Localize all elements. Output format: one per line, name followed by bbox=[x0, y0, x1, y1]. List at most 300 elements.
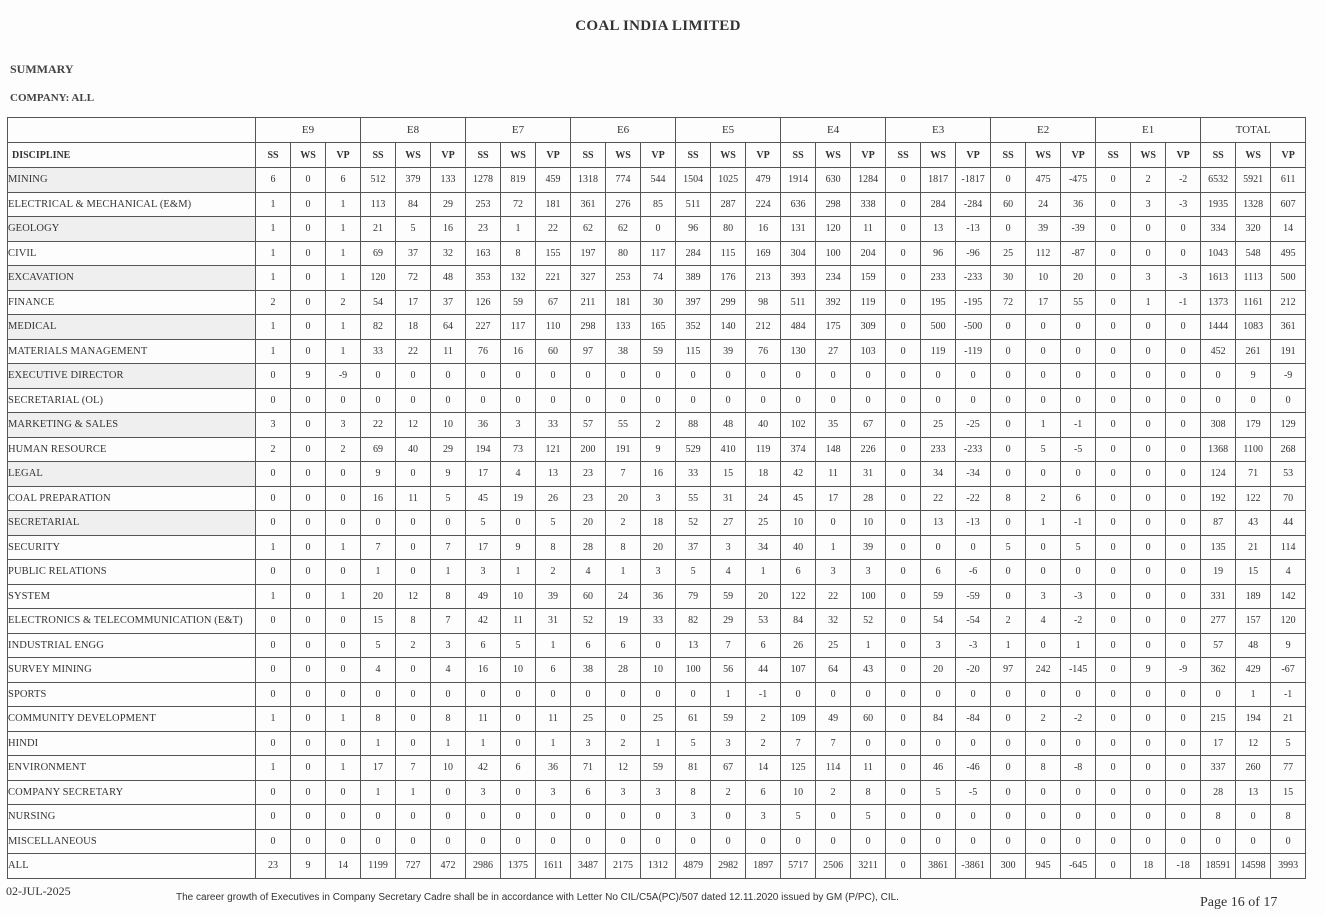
value-cell: 85 bbox=[641, 192, 676, 217]
value-cell: 14 bbox=[1271, 217, 1306, 242]
value-cell: 0 bbox=[991, 682, 1026, 707]
value-cell: 55 bbox=[606, 413, 641, 438]
value-cell: -1 bbox=[1271, 682, 1306, 707]
value-cell: 261 bbox=[1236, 339, 1271, 364]
value-cell: 3 bbox=[326, 413, 361, 438]
value-cell: 0 bbox=[501, 805, 536, 830]
discipline-cell: MATERIALS MANAGEMENT bbox=[8, 339, 256, 364]
value-cell: 10 bbox=[431, 413, 466, 438]
value-cell: 0 bbox=[956, 364, 991, 389]
grade-header: E8 bbox=[361, 118, 466, 143]
value-cell: 17 bbox=[361, 756, 396, 781]
table-row bbox=[8, 854, 1306, 879]
value-cell: 0 bbox=[1201, 388, 1236, 413]
value-cell: 64 bbox=[431, 315, 466, 340]
value-cell: 6 bbox=[571, 780, 606, 805]
value-cell: 1817 bbox=[921, 168, 956, 193]
value-cell: 3 bbox=[641, 780, 676, 805]
value-cell: 2 bbox=[606, 511, 641, 536]
value-cell: 4879 bbox=[676, 854, 711, 879]
value-cell: 0 bbox=[326, 388, 361, 413]
value-cell: 2 bbox=[711, 780, 746, 805]
value-cell: 10 bbox=[781, 511, 816, 536]
value-cell: 379 bbox=[396, 168, 431, 193]
value-cell: 0 bbox=[1271, 388, 1306, 413]
value-cell: 389 bbox=[676, 266, 711, 291]
value-cell: 61 bbox=[676, 707, 711, 732]
value-cell: 17 bbox=[466, 462, 501, 487]
value-cell: 0 bbox=[501, 511, 536, 536]
subcolumn-header: WS bbox=[816, 143, 851, 168]
value-cell: 195 bbox=[921, 290, 956, 315]
value-cell: 0 bbox=[1166, 217, 1201, 242]
value-cell: 120 bbox=[361, 266, 396, 291]
value-cell: 22 bbox=[816, 584, 851, 609]
value-cell: 0 bbox=[746, 829, 781, 854]
value-cell: 23 bbox=[571, 486, 606, 511]
value-cell: 0 bbox=[1026, 462, 1061, 487]
subcolumn-header-row bbox=[8, 143, 1306, 168]
value-cell: 0 bbox=[326, 805, 361, 830]
value-cell: 40 bbox=[746, 413, 781, 438]
value-cell: 131 bbox=[781, 217, 816, 242]
value-cell: 0 bbox=[991, 584, 1026, 609]
value-cell: 0 bbox=[1166, 486, 1201, 511]
value-cell: 0 bbox=[991, 829, 1026, 854]
value-cell: 20 bbox=[571, 511, 606, 536]
value-cell: 8 bbox=[431, 707, 466, 732]
grade-header: E4 bbox=[781, 118, 886, 143]
value-cell: 234 bbox=[816, 266, 851, 291]
value-cell: -233 bbox=[956, 266, 991, 291]
value-cell: 5 bbox=[1271, 731, 1306, 756]
value-cell: 0 bbox=[1166, 609, 1201, 634]
value-cell: 0 bbox=[1131, 584, 1166, 609]
subcolumn-header: SS bbox=[571, 143, 606, 168]
value-cell: 0 bbox=[886, 192, 921, 217]
value-cell: -3 bbox=[1166, 266, 1201, 291]
subcolumn-header: SS bbox=[1096, 143, 1131, 168]
value-cell: 59 bbox=[711, 584, 746, 609]
table-row bbox=[8, 486, 1306, 511]
value-cell: 0 bbox=[1096, 682, 1131, 707]
table-row bbox=[8, 266, 1306, 291]
value-cell: 0 bbox=[1131, 437, 1166, 462]
value-cell: 0 bbox=[256, 780, 291, 805]
value-cell: 0 bbox=[851, 364, 886, 389]
value-cell: 8 bbox=[991, 486, 1026, 511]
value-cell: 27 bbox=[711, 511, 746, 536]
value-cell: -67 bbox=[1271, 658, 1306, 683]
value-cell: 511 bbox=[781, 290, 816, 315]
value-cell: 19 bbox=[501, 486, 536, 511]
discipline-header-spacer bbox=[8, 118, 256, 143]
value-cell: 0 bbox=[886, 829, 921, 854]
value-cell: 1 bbox=[256, 339, 291, 364]
value-cell: 69 bbox=[361, 437, 396, 462]
value-cell: 0 bbox=[886, 315, 921, 340]
value-cell: 2 bbox=[816, 780, 851, 805]
value-cell: 204 bbox=[851, 241, 886, 266]
value-cell: 212 bbox=[746, 315, 781, 340]
value-cell: 42 bbox=[466, 756, 501, 781]
value-cell: 0 bbox=[886, 168, 921, 193]
value-cell: 22 bbox=[361, 413, 396, 438]
value-cell: 1043 bbox=[1201, 241, 1236, 266]
value-cell: 224 bbox=[746, 192, 781, 217]
value-cell: -54 bbox=[956, 609, 991, 634]
discipline-cell: ELECTRICAL & MECHANICAL (E&M) bbox=[8, 192, 256, 217]
discipline-cell: COMPANY SECRETARY bbox=[8, 780, 256, 805]
value-cell: 5 bbox=[676, 560, 711, 585]
value-cell: 2175 bbox=[606, 854, 641, 879]
value-cell: 0 bbox=[256, 560, 291, 585]
value-cell: 11 bbox=[536, 707, 571, 732]
value-cell: 0 bbox=[1061, 388, 1096, 413]
value-cell: 0 bbox=[606, 707, 641, 732]
value-cell: 10 bbox=[501, 658, 536, 683]
table-row bbox=[8, 584, 1306, 609]
value-cell: 29 bbox=[431, 437, 466, 462]
value-cell: 48 bbox=[711, 413, 746, 438]
value-cell: 24 bbox=[746, 486, 781, 511]
value-cell: 2 bbox=[746, 707, 781, 732]
value-cell: 5 bbox=[851, 805, 886, 830]
value-cell: 8 bbox=[361, 707, 396, 732]
value-cell: 27 bbox=[816, 339, 851, 364]
value-cell: 1 bbox=[326, 241, 361, 266]
discipline-cell: INDUSTRIAL ENGG bbox=[8, 633, 256, 658]
value-cell: 33 bbox=[361, 339, 396, 364]
value-cell: 0 bbox=[921, 535, 956, 560]
value-cell: 57 bbox=[571, 413, 606, 438]
table-row bbox=[8, 682, 1306, 707]
value-cell: 35 bbox=[816, 413, 851, 438]
value-cell: 87 bbox=[1201, 511, 1236, 536]
value-cell: 10 bbox=[1026, 266, 1061, 291]
value-cell: 0 bbox=[886, 413, 921, 438]
value-cell: 0 bbox=[1131, 535, 1166, 560]
value-cell: 0 bbox=[396, 707, 431, 732]
value-cell: 5 bbox=[1026, 437, 1061, 462]
value-cell: 9 bbox=[291, 854, 326, 879]
value-cell: 0 bbox=[396, 364, 431, 389]
value-cell: 0 bbox=[501, 364, 536, 389]
value-cell: 34 bbox=[746, 535, 781, 560]
table-row bbox=[8, 241, 1306, 266]
value-cell: 20 bbox=[746, 584, 781, 609]
value-cell: 33 bbox=[536, 413, 571, 438]
value-cell: 29 bbox=[711, 609, 746, 634]
value-cell: -39 bbox=[1061, 217, 1096, 242]
value-cell: 70 bbox=[1271, 486, 1306, 511]
value-cell: 49 bbox=[816, 707, 851, 732]
value-cell: 0 bbox=[1166, 339, 1201, 364]
value-cell: 0 bbox=[466, 388, 501, 413]
value-cell: 0 bbox=[991, 364, 1026, 389]
value-cell: 5 bbox=[1061, 535, 1096, 560]
value-cell: 0 bbox=[1166, 780, 1201, 805]
value-cell: -145 bbox=[1061, 658, 1096, 683]
table-body bbox=[8, 168, 1306, 879]
table-row bbox=[8, 364, 1306, 389]
value-cell: 0 bbox=[886, 805, 921, 830]
value-cell: 0 bbox=[676, 388, 711, 413]
value-cell: 0 bbox=[291, 462, 326, 487]
subcolumn-header: WS bbox=[606, 143, 641, 168]
value-cell: 117 bbox=[501, 315, 536, 340]
value-cell: 52 bbox=[571, 609, 606, 634]
value-cell: 0 bbox=[256, 805, 291, 830]
value-cell: 0 bbox=[291, 388, 326, 413]
value-cell: 25 bbox=[571, 707, 606, 732]
value-cell: 221 bbox=[536, 266, 571, 291]
value-cell: 6 bbox=[256, 168, 291, 193]
value-cell: 9 bbox=[1271, 633, 1306, 658]
value-cell: 72 bbox=[501, 192, 536, 217]
subcolumn-header: WS bbox=[396, 143, 431, 168]
value-cell: 0 bbox=[291, 241, 326, 266]
value-cell: 0 bbox=[1096, 388, 1131, 413]
value-cell: 82 bbox=[676, 609, 711, 634]
value-cell: 361 bbox=[571, 192, 606, 217]
value-cell: 18 bbox=[1131, 854, 1166, 879]
value-cell: 52 bbox=[851, 609, 886, 634]
value-cell: 0 bbox=[1131, 413, 1166, 438]
value-cell: 1 bbox=[466, 731, 501, 756]
value-cell: 0 bbox=[816, 805, 851, 830]
value-cell: 16 bbox=[746, 217, 781, 242]
value-cell: 276 bbox=[606, 192, 641, 217]
value-cell: 0 bbox=[1271, 829, 1306, 854]
value-cell: 0 bbox=[571, 364, 606, 389]
value-cell: 0 bbox=[1166, 756, 1201, 781]
value-cell: 82 bbox=[361, 315, 396, 340]
value-cell: 84 bbox=[781, 609, 816, 634]
discipline-cell: HINDI bbox=[8, 731, 256, 756]
value-cell: 0 bbox=[1131, 805, 1166, 830]
table-row bbox=[8, 633, 1306, 658]
value-cell: 142 bbox=[1271, 584, 1306, 609]
value-cell: 0 bbox=[256, 462, 291, 487]
discipline-cell: COAL PREPARATION bbox=[8, 486, 256, 511]
value-cell: 0 bbox=[1026, 535, 1061, 560]
value-cell: 0 bbox=[1166, 829, 1201, 854]
value-cell: 7 bbox=[396, 756, 431, 781]
page-number: Page 16 of 17 bbox=[1200, 895, 1278, 910]
value-cell: 2 bbox=[1131, 168, 1166, 193]
value-cell: 55 bbox=[676, 486, 711, 511]
value-cell: 11 bbox=[431, 339, 466, 364]
table-row bbox=[8, 437, 1306, 462]
value-cell: 97 bbox=[991, 658, 1026, 683]
value-cell: 192 bbox=[1201, 486, 1236, 511]
value-cell: 0 bbox=[1166, 560, 1201, 585]
value-cell: -8 bbox=[1061, 756, 1096, 781]
value-cell: 0 bbox=[466, 829, 501, 854]
value-cell: 0 bbox=[886, 511, 921, 536]
value-cell: 60 bbox=[991, 192, 1026, 217]
value-cell: 495 bbox=[1271, 241, 1306, 266]
value-cell: 1284 bbox=[851, 168, 886, 193]
value-cell: 0 bbox=[1131, 633, 1166, 658]
value-cell: 4 bbox=[571, 560, 606, 585]
value-cell: 0 bbox=[991, 731, 1026, 756]
value-cell: 59 bbox=[501, 290, 536, 315]
value-cell: 163 bbox=[466, 241, 501, 266]
value-cell: 57 bbox=[1201, 633, 1236, 658]
value-cell: 15 bbox=[361, 609, 396, 634]
value-cell: 13 bbox=[921, 511, 956, 536]
value-cell: -9 bbox=[1271, 364, 1306, 389]
value-cell: 7 bbox=[361, 535, 396, 560]
discipline-cell: PUBLIC RELATIONS bbox=[8, 560, 256, 585]
value-cell: 10 bbox=[501, 584, 536, 609]
value-cell: 1 bbox=[396, 780, 431, 805]
value-cell: 0 bbox=[1131, 609, 1166, 634]
value-cell: 0 bbox=[361, 682, 396, 707]
value-cell: 16 bbox=[466, 658, 501, 683]
value-cell: 55 bbox=[1061, 290, 1096, 315]
subcolumn-header: WS bbox=[1026, 143, 1061, 168]
table-row bbox=[8, 658, 1306, 683]
value-cell: 12 bbox=[606, 756, 641, 781]
value-cell: 9 bbox=[431, 462, 466, 487]
value-cell: 7 bbox=[816, 731, 851, 756]
value-cell: 0 bbox=[641, 388, 676, 413]
value-cell: 0 bbox=[956, 388, 991, 413]
value-cell: 1 bbox=[1026, 413, 1061, 438]
value-cell: 1613 bbox=[1201, 266, 1236, 291]
value-cell: 18 bbox=[641, 511, 676, 536]
value-cell: 84 bbox=[396, 192, 431, 217]
value-cell: 10 bbox=[431, 756, 466, 781]
value-cell: 0 bbox=[1096, 633, 1131, 658]
value-cell: 0 bbox=[501, 388, 536, 413]
value-cell: 22 bbox=[396, 339, 431, 364]
value-cell: 0 bbox=[956, 682, 991, 707]
subcolumn-header: VP bbox=[326, 143, 361, 168]
value-cell: 1 bbox=[851, 633, 886, 658]
value-cell: -2 bbox=[1061, 707, 1096, 732]
value-cell: 0 bbox=[361, 829, 396, 854]
value-cell: 0 bbox=[256, 829, 291, 854]
value-cell: 0 bbox=[1201, 829, 1236, 854]
grade-header: E2 bbox=[991, 118, 1096, 143]
table-row bbox=[8, 168, 1306, 193]
value-cell: 774 bbox=[606, 168, 641, 193]
value-cell: 12 bbox=[1236, 731, 1271, 756]
value-cell: 1 bbox=[326, 584, 361, 609]
value-cell: 8 bbox=[536, 535, 571, 560]
value-cell: 11 bbox=[851, 756, 886, 781]
value-cell: 227 bbox=[466, 315, 501, 340]
discipline-cell: SECRETARIAL (OL) bbox=[8, 388, 256, 413]
subcolumn-header: SS bbox=[256, 143, 291, 168]
value-cell: 38 bbox=[606, 339, 641, 364]
value-cell: 25 bbox=[921, 413, 956, 438]
value-cell: 3 bbox=[571, 731, 606, 756]
value-cell: 59 bbox=[711, 707, 746, 732]
company-label: COMPANY: ALL bbox=[10, 92, 95, 104]
value-cell: 9 bbox=[361, 462, 396, 487]
value-cell: 191 bbox=[606, 437, 641, 462]
value-cell: 37 bbox=[431, 290, 466, 315]
value-cell: 140 bbox=[711, 315, 746, 340]
value-cell: 0 bbox=[1131, 560, 1166, 585]
value-cell: 0 bbox=[1096, 413, 1131, 438]
value-cell: 1278 bbox=[466, 168, 501, 193]
value-cell: 3 bbox=[606, 780, 641, 805]
value-cell: 1 bbox=[256, 266, 291, 291]
value-cell: 0 bbox=[1096, 805, 1131, 830]
discipline-cell: SECRETARIAL bbox=[8, 511, 256, 536]
value-cell: 0 bbox=[396, 511, 431, 536]
value-cell: 0 bbox=[256, 609, 291, 634]
value-cell: 0 bbox=[921, 682, 956, 707]
value-cell: 0 bbox=[991, 462, 1026, 487]
value-cell: 0 bbox=[536, 805, 571, 830]
value-cell: 176 bbox=[711, 266, 746, 291]
value-cell: 636 bbox=[781, 192, 816, 217]
discipline-cell: ALL bbox=[8, 854, 256, 879]
value-cell: 0 bbox=[326, 633, 361, 658]
value-cell: 0 bbox=[606, 388, 641, 413]
discipline-cell: SURVEY MINING bbox=[8, 658, 256, 683]
value-cell: -18 bbox=[1166, 854, 1201, 879]
value-cell: 5 bbox=[991, 535, 1026, 560]
discipline-cell: MINING bbox=[8, 168, 256, 193]
value-cell: 0 bbox=[256, 364, 291, 389]
value-cell: 511 bbox=[676, 192, 711, 217]
value-cell: 0 bbox=[1061, 462, 1096, 487]
value-cell: -500 bbox=[956, 315, 991, 340]
value-cell: 0 bbox=[1061, 560, 1096, 585]
value-cell: 308 bbox=[1201, 413, 1236, 438]
value-cell: 5 bbox=[921, 780, 956, 805]
value-cell: 0 bbox=[431, 364, 466, 389]
value-cell: 121 bbox=[536, 437, 571, 462]
value-cell: -195 bbox=[956, 290, 991, 315]
value-cell: 8 bbox=[606, 535, 641, 560]
value-cell: 122 bbox=[1236, 486, 1271, 511]
value-cell: 17 bbox=[396, 290, 431, 315]
value-cell: 3 bbox=[1131, 266, 1166, 291]
value-cell: 181 bbox=[606, 290, 641, 315]
value-cell: 0 bbox=[956, 535, 991, 560]
value-cell: 64 bbox=[816, 658, 851, 683]
table-row bbox=[8, 805, 1306, 830]
value-cell: 0 bbox=[1096, 829, 1131, 854]
value-cell: 37 bbox=[676, 535, 711, 560]
value-cell: 22 bbox=[536, 217, 571, 242]
discipline-cell: COMMUNITY DEVELOPMENT bbox=[8, 707, 256, 732]
discipline-cell: EXECUTIVE DIRECTOR bbox=[8, 364, 256, 389]
value-cell: 28 bbox=[1201, 780, 1236, 805]
value-cell: 0 bbox=[291, 633, 326, 658]
value-cell: 0 bbox=[291, 437, 326, 462]
value-cell: 0 bbox=[886, 707, 921, 732]
value-cell: 11 bbox=[816, 462, 851, 487]
value-cell: 3211 bbox=[851, 854, 886, 879]
value-cell: 20 bbox=[361, 584, 396, 609]
value-cell: 0 bbox=[291, 339, 326, 364]
value-cell: -22 bbox=[956, 486, 991, 511]
value-cell: 6 bbox=[571, 633, 606, 658]
value-cell: 0 bbox=[641, 682, 676, 707]
value-cell: -6 bbox=[956, 560, 991, 585]
value-cell: 0 bbox=[1096, 780, 1131, 805]
